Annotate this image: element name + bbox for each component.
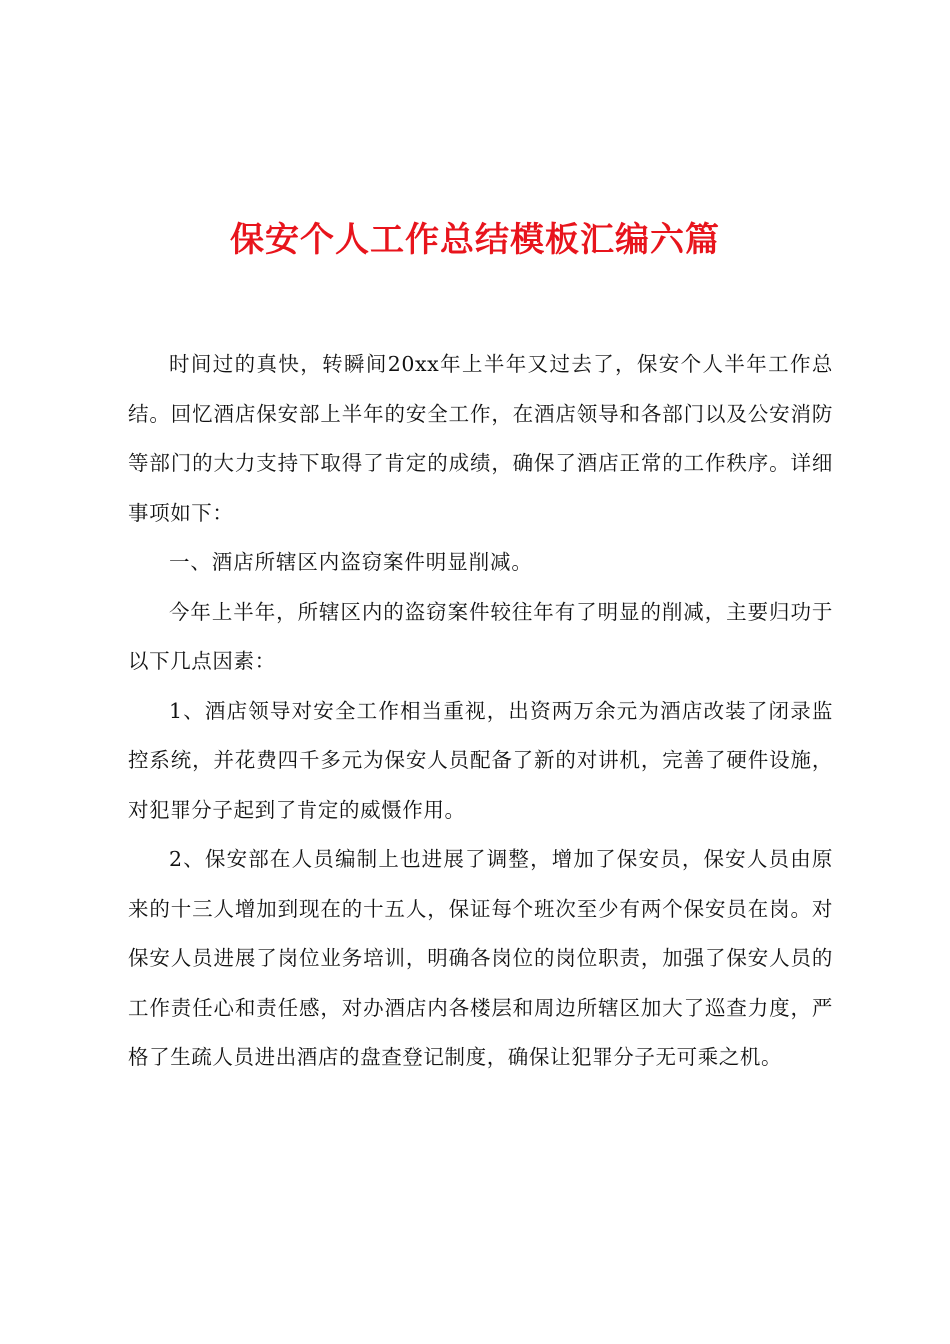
paragraph-factors: 今年上半年，所辖区内的盗窃案件较往年有了明显的削减，主要归功于以下几点因素： [128, 599, 833, 673]
paragraph-item-2: 2、保安部在人员编制上也进展了调整，增加了保安员，保安人员由原来的十三人增加到现在的十五人，保证每个班次至少有两个保安员在岗。对保安人员进展了岗位业务培训，明确各岗位的岗位职责，加强了保安人员的工作责任心和责任感，对办酒店内各楼层和周边所辖区加大了巡查力度，严格了生疏人员进出酒店的盘查登记制度，确保让犯罪分子无可乘之机。 [128, 847, 833, 1069]
paragraph-intro: 时间过的真快，转瞬间20xx年上半年又过去了，保安个人半年工作总结。回忆酒店保安部上半年的安全工作，在酒店领导和各部门以及公安消防等部门的大力支持下取得了肯定的成绩，确保了酒店正常的工作秩序。详细事项如下： [128, 352, 833, 525]
document-title: 保安个人工作总结模板汇编六篇 [230, 220, 720, 260]
section-heading-1: 一、酒店所辖区内盗窃案件明显削减。 [169, 550, 533, 574]
paragraph-item-1: 1、酒店领导对安全工作相当重视，出资两万余元为酒店改装了闭录监控系统，并花费四千多元为保安人员配备了新的对讲机，完善了硬件设施，对犯罪分子起到了肯定的威慑作用。 [128, 698, 833, 822]
document-body [128, 340, 833, 1083]
